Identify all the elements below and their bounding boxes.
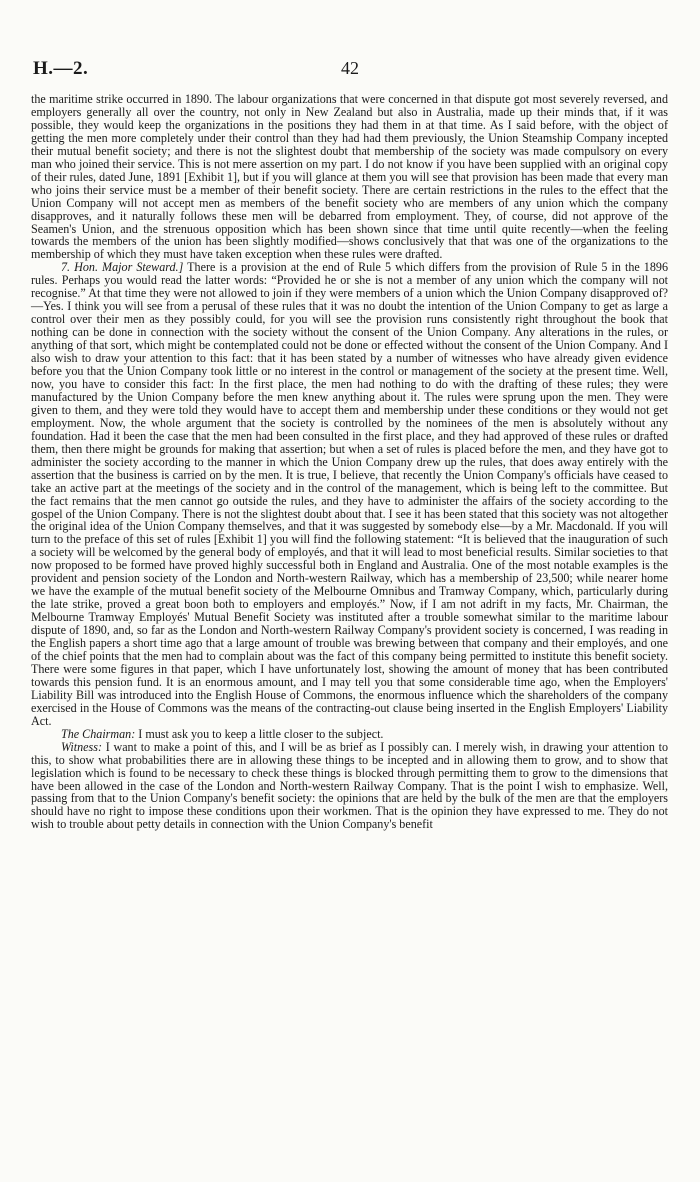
paragraph bbox=[31, 93, 668, 261]
paragraph bbox=[31, 741, 668, 832]
paragraph-text: I want to make a point of this, and I will be as brief as I possibly can. I merely wish, in drawing your attention to this, to show what probabilities there are in allowing these things to be incepted and in allowing them to grow, and to show that legislation which is found to be necessary to check these things is blocked through permitting them to grow to the dimensions that have been allowed in the case of the London and North-western Railway Company. That is the point I wish to emphasize. Well, passing from that to the Union Company's benefit society: the opinions that are held by the bulk of the men are that the employers should have no right to impose these conditions upon their workmen. That is the opinion they have expressed to me. They do not wish to trouble about petty details in connection with the Union Company's benefit bbox=[31, 739, 668, 832]
paragraph-text: I must ask you to keep a little closer to the subject. bbox=[135, 726, 384, 741]
page-header bbox=[33, 58, 667, 82]
paragraph-text: the maritime strike occurred in 1890. The labour organizations that were concerned in that dispute got most severely reversed, and employers generally all over the country, not only in New Zealand but also in Australia, made up their minds that, if it was possible, they would keep the organizations in the positions they had them in at that time. As I said before, with the object of getting the men more completely under their control than they had had them previously, the Union Steamship Company incepted their mutual benefit society; and there is not the slightest doubt that membership of the society was made compulsory on every man who joined their service. This is not mere assertion on my part. I do not know if you have been supplied with an original copy of their rules, dated June, 1891 [Exhibit 1], but if you will glance at them you will see that provision has been made that every man who joins their service must be a member of their benefit society. There are certain restrictions in the rules to the effect that the Union Company will not accept men as members of the benefit society who are members of any union which the company disapproves, and it naturally follows these men will be debarred from employment. They, of course, did not approve of the Seamen's Union, and the strenuous opposition which has been shown since that time until quite recently—when the feeling towards the members of the union has been slightly modified—shows conclusively that that was one of the organizations to the membership of which they must have taken exception when these rules were drafted. bbox=[31, 92, 668, 262]
document-reference: H.—2. bbox=[33, 58, 89, 79]
speaker-lead: Witness: bbox=[61, 739, 102, 754]
speaker-lead: 7. Hon. Major Steward.] bbox=[61, 260, 184, 275]
paragraph bbox=[31, 261, 668, 727]
paragraph-text: There is a provision at the end of Rule 5 which differs from the provision of Rule 5 in the 1896 rules. Perhaps you would read the latter words: “Provided he or she is not a member of any union which the company will not recognise.” At that time they were not allowed to join if they were members of a union which the Union Company disapproved of?—Yes. I think you will see from a perusal of these rules that it was no doubt the intention of the Union Company to get as large a control over their men as they possibly could, for you will see the provision runs consistently right throughout the book that nothing can be done in connection with the society without the consent of the Union Company. Any alterations in the rules, or anything of that sort, which might be contemplated could not be done or effected without the consent of the Union Company. And I also wish to draw your attention to this fact: that it has been stated by a number of witnesses who have already given evidence before you that the Union Company took little or no interest in the control or management of the society at the present time. Well, now, you have to consider this fact: In the first place, the men had nothing to do with the drafting of these rules; they were manufactured by the Union Company before the men knew anything about it. The rules were sprung upon the men. They were given to them, and they were told they would have to accept them and membership under these conditions or they would not get employment. Now, the whole argument that the society is controlled by the nominees of the men is absolutely without any foundation. Had it been the case that the men had been consulted in the first place, and they had approved of these rules or drafted them, then there might be grounds for making that assertion; but when a set of rules is placed before the men, and they have got to administer the society according to the manner in which the Union Company drew up the rules, that does away entirely with the assertion that the business is carried on by the men. It is true, I believe, that recently the Union Company's officials have ceased to take an active part at the meetings of the society and in the control of the management, which is being left to the committee. But the fact remains that the men cannot go outside the rules, and they have to administer the affairs of the society according to the gospel of the Union Company. There is not the slightest doubt about that. I see it has been stated that this society was not altogether the original idea of the Union Company themselves, and that it was suggested by somebody else—by a Mr. Macdonald. If you will turn to the preface of this set of rules [Exhibit 1] you will find the following statement: “It is believed that the inauguration of such a society will be welcomed by the general body of employés, and that it will lead to most beneficial results. Similar societies to that now proposed to be formed have proved highly successful both in England and Australia. One of the most notable examples is the provident and pension society of the London and North-western Railway, which has a membership of 23,500; while nearer home we have the example of the mutual benefit society of the Melbourne Omnibus and Tramway Company, which, particularly during the late strike, proved a great boon both to employers and employés.” Now, if I am not adrift in my facts, Mr. Chairman, the Melbourne Tramway Employés' Mutual Benefit Society was instituted after a trouble somewhat similar to the maritime labour dispute of 1890, and, so far as the London and North-western Railway Company's provident society is concerned, I was reading in the English papers a short time ago that a large amount of trouble was brewing between that company and their employés, and one of the chief points that the men had to complain about was the fact of this company being permitted to institute this benefit society. There were some figures in that paper, which I have unfortunately lost, showing the amount of money that has been contributed towards this pension fund. It is an enormous amount, and I may tell you that some considerable time ago, when the Employers' Liability Bill was introduced into the English House of Commons, the enormous influence which the shareholders of the company exercised in the House of Commons was the means of the contracting-out clause being inserted in the English Employers' Liability Act. bbox=[31, 260, 668, 728]
body-text bbox=[31, 93, 668, 831]
page-number: 42 bbox=[341, 58, 359, 78]
speaker-lead: The Chairman: bbox=[61, 726, 136, 741]
